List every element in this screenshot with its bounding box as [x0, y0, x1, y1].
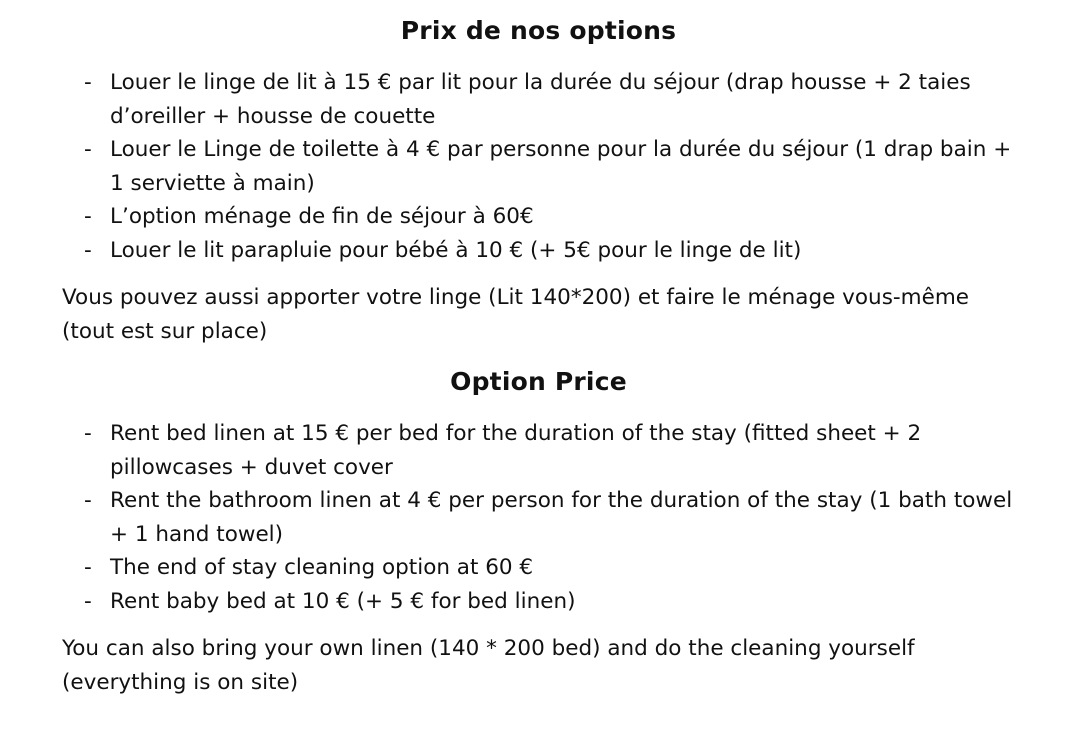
english-option-bath-linen: - Rent the bathroom linen at 4 € per person for the duration of the stay (1 bath towel + 1 hand towel)	[84, 484, 1015, 551]
french-option-baby-bed: - Louer le lit parapluie pour bébé à 10 € (+ 5€ pour le linge de lit)	[84, 234, 1015, 268]
french-section	[62, 14, 1015, 349]
english-option-cleaning: - The end of stay cleaning option at 60 €	[84, 551, 1015, 585]
french-title: Prix de nos options	[400, 16, 677, 45]
french-options-list	[62, 66, 1015, 267]
english-options-list	[62, 417, 1015, 618]
english-note: You can also bring your own linen (140 * 200 bed) and do the cleaning yourself (everything is on site)	[62, 636, 915, 695]
french-option-bed-linen: - Louer le linge de lit à 15 € par lit pour la durée du séjour (drap housse + 2 taies d’oreiller + housse de couette	[84, 66, 1015, 133]
english-option-bed-linen: - Rent bed linen at 15 € per bed for the duration of the stay (fitted sheet + 2 pillowcases + duvet cover	[84, 417, 1015, 484]
french-option-cleaning: - L’option ménage de fin de séjour à 60€	[84, 200, 1015, 234]
french-note: Vous pouvez aussi apporter votre linge (Lit 140*200) et faire le ménage vous-même (tout est sur place)	[62, 285, 969, 344]
english-title: Option Price	[450, 367, 627, 396]
english-section	[62, 365, 1015, 700]
french-option-bath-linen: - Louer le Linge de toilette à 4 € par personne pour la durée du séjour (1 drap bain + 1 serviette à main)	[84, 133, 1015, 200]
english-option-baby-bed: - Rent baby bed at 10 € (+ 5 € for bed linen)	[84, 585, 1015, 619]
